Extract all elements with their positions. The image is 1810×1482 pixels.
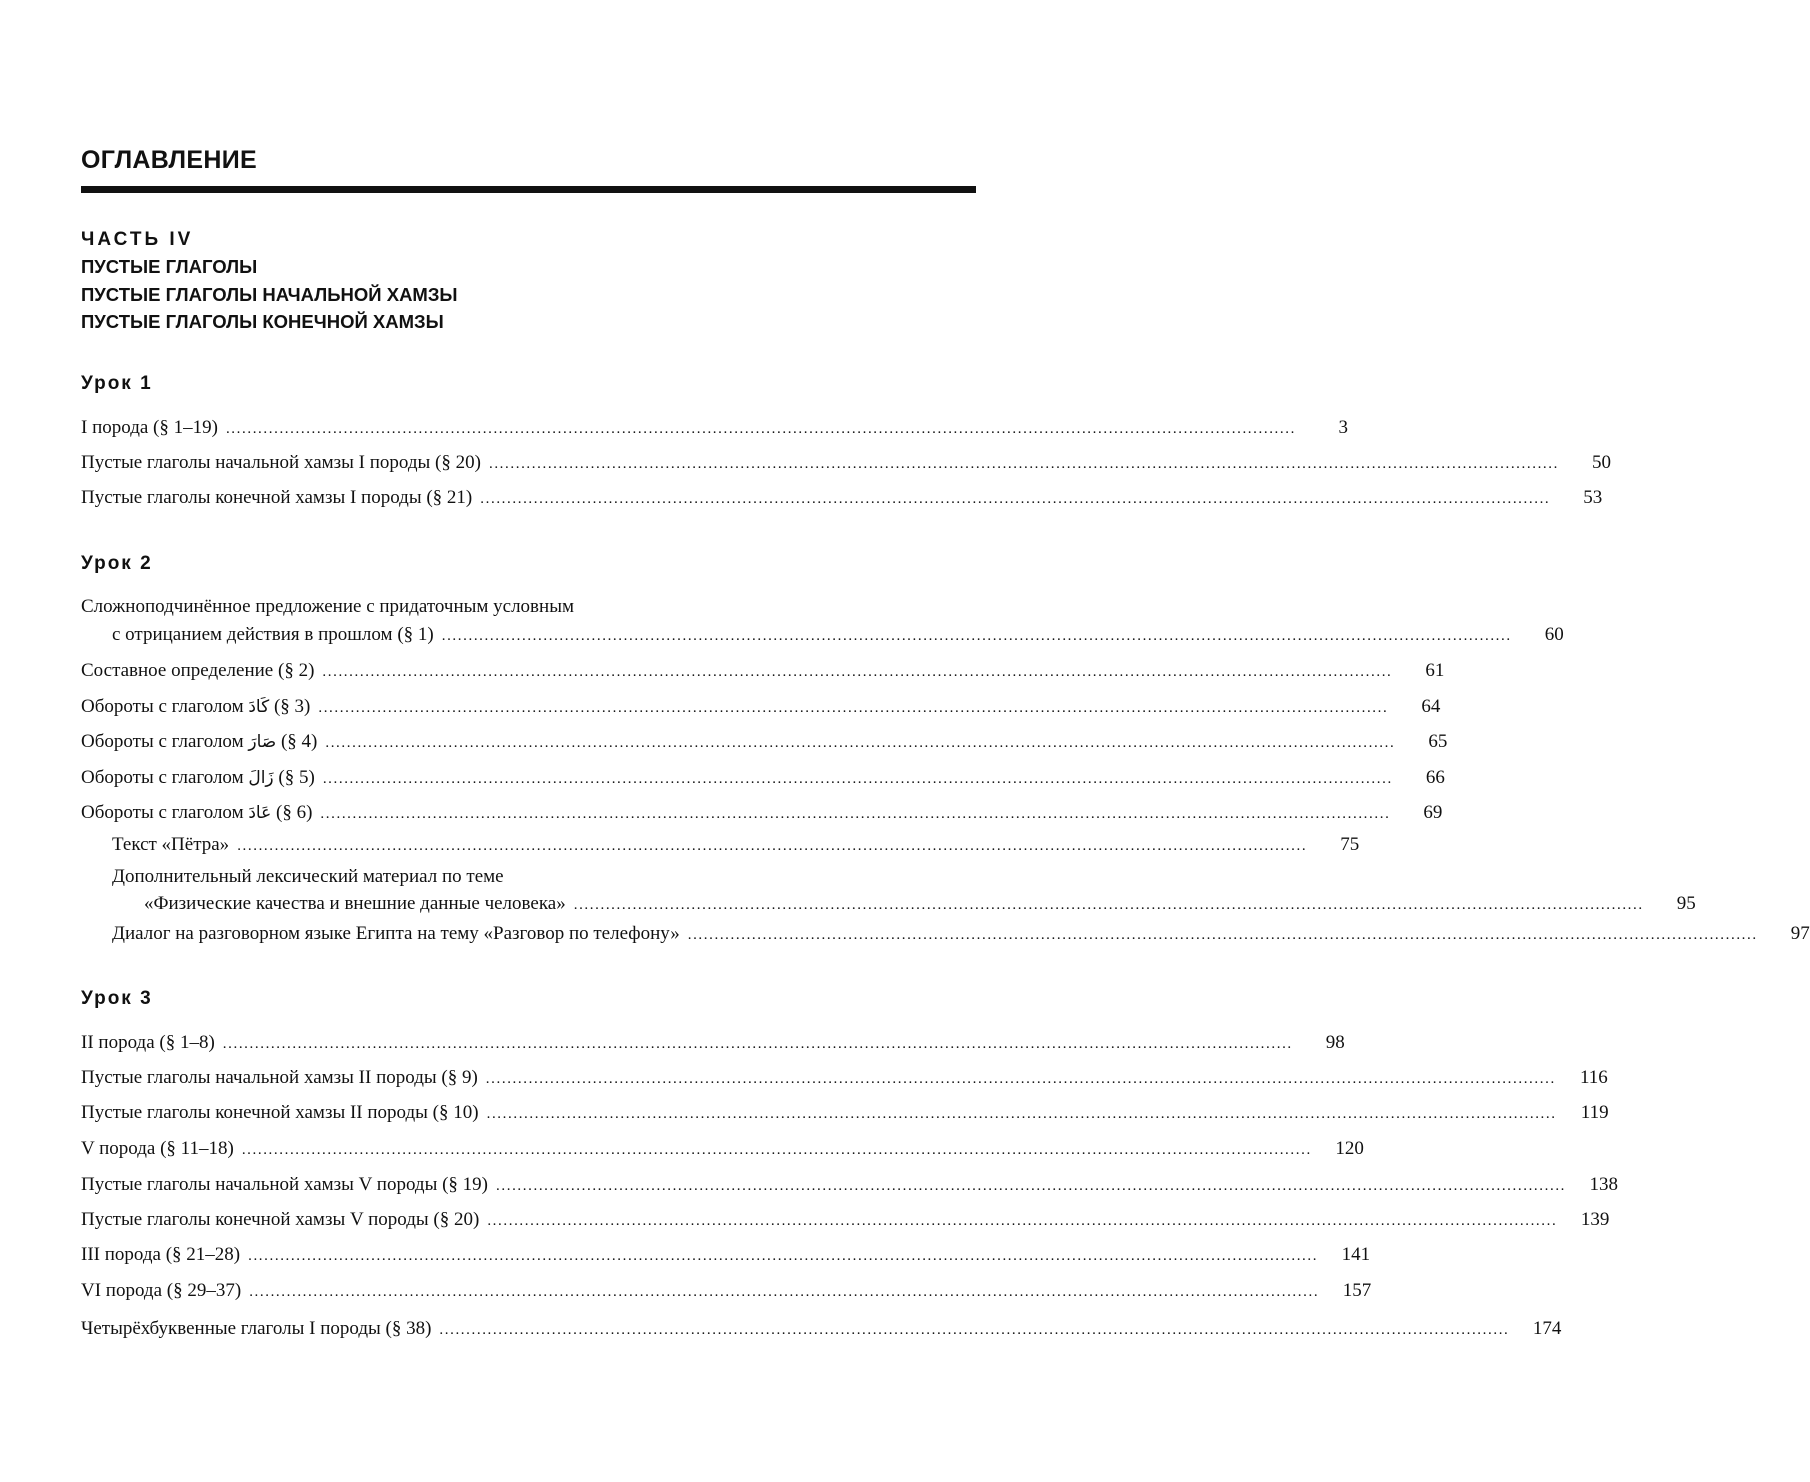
lesson-heading: Урок 1	[81, 373, 153, 394]
leader-dots: ........................................................................................................................................................................................................	[441, 628, 1512, 644]
page-number: 138	[1589, 1174, 1619, 1195]
page-number: 65	[1428, 731, 1448, 752]
page-number: 64	[1421, 696, 1441, 717]
entry-title: Пустые глаголы начальной хамзы I породы (§ 20)	[81, 452, 481, 473]
entry-title: Составное определение (§ 2)	[81, 660, 315, 681]
toc-entry[interactable]	[81, 1138, 1364, 1161]
leader-dots: ........................................................................................................................................................................................................	[322, 771, 1393, 787]
entry-title: II порода (§ 1–8)	[81, 1032, 215, 1053]
entry-title-line: Сложноподчинённое предложение с придаточным условным	[81, 596, 574, 617]
page-number: 61	[1425, 660, 1445, 681]
leader-dots: ........................................................................................................................................................................................................	[496, 1178, 1567, 1194]
page-number: 75	[1340, 834, 1360, 855]
leader-dots: ........................................................................................................................................................................................................	[249, 1284, 1320, 1300]
page-number: 120	[1335, 1138, 1364, 1159]
entry-title: V порода (§ 11–18)	[81, 1138, 234, 1159]
page-number: 139	[1580, 1209, 1610, 1230]
page-number: 69	[1423, 802, 1443, 823]
entry-title: I порода (§ 1–19)	[81, 417, 218, 438]
leader-dots: ........................................................................................................................................................................................................	[439, 1322, 1510, 1338]
leader-dots: ........................................................................................................................................................................................................	[573, 897, 1644, 913]
leader-dots: ........................................................................................................................................................................................................	[322, 664, 1393, 680]
toc-entry[interactable]	[81, 1318, 1562, 1341]
part-header	[81, 226, 458, 336]
leader-dots: ........................................................................................................................................................................................................	[237, 838, 1308, 854]
page-number: 119	[1580, 1102, 1609, 1123]
toc-entry[interactable]	[81, 731, 1448, 754]
part-label: ЧАСТЬ IV	[81, 229, 194, 250]
entry-title: III порода (§ 21–28)	[81, 1244, 241, 1265]
page-number: 53	[1583, 487, 1603, 508]
leader-dots: ........................................................................................................................................................................................................	[318, 700, 1389, 716]
toc-entry[interactable]	[81, 417, 1348, 440]
page-number: 95	[1676, 893, 1696, 914]
entry-title: Диалог на разговорном языке Египта на тему «Разговор по телефону»	[112, 923, 680, 944]
toc-entry[interactable]	[81, 834, 1360, 857]
toc-entry[interactable]	[81, 767, 1445, 790]
page-number: 66	[1425, 767, 1445, 788]
page-number: 174	[1532, 1318, 1562, 1339]
toc-entry[interactable]	[81, 802, 1443, 825]
toc-entry[interactable]	[81, 596, 1564, 647]
entry-title: Обороты с глаголом عَادَ (§ 6)	[81, 802, 313, 823]
leader-dots: ........................................................................................................................................................................................................	[486, 1106, 1557, 1122]
entry-title: Текст «Пётра»	[112, 834, 230, 855]
page-number: 157	[1342, 1280, 1372, 1301]
leader-dots: ........................................................................................................................................................................................................	[687, 927, 1758, 943]
lesson-heading: Урок 3	[81, 988, 153, 1009]
toc-entry[interactable]	[81, 452, 1611, 475]
leader-dots: ........................................................................................................................................................................................................	[225, 421, 1296, 437]
toc-entry[interactable]	[81, 866, 1696, 916]
arabic-verb: كَادَ	[248, 697, 270, 717]
lesson-heading: Урок 2	[81, 553, 153, 574]
entry-title: «Физические качества и внешние данные человека»	[144, 893, 566, 914]
entry-title: Обороты с глаголом صَارَ (§ 4)	[81, 731, 318, 752]
leader-dots: ........................................................................................................................................................................................................	[222, 1036, 1293, 1052]
entry-title: VI порода (§ 29–37)	[81, 1280, 242, 1301]
page-number: 3	[1338, 417, 1348, 438]
toc-entry[interactable]	[81, 1244, 1371, 1267]
leader-dots: ........................................................................................................................................................................................................	[241, 1142, 1312, 1158]
leader-dots: ........................................................................................................................................................................................................	[325, 735, 1396, 751]
toc-entry[interactable]	[81, 696, 1441, 719]
part-subtitle: ПУСТЫЕ ГЛАГОЛЫ КОНЕЧНОЙ ХАМЗЫ	[81, 311, 444, 332]
arabic-verb: زَالَ	[248, 768, 274, 788]
entry-title: Пустые глаголы конечной хамзы II породы (§ 10)	[81, 1102, 479, 1123]
part-subtitle: ПУСТЫЕ ГЛАГОЛЫ	[81, 256, 258, 277]
leader-dots: ........................................................................................................................................................................................................	[485, 1071, 1556, 1087]
leader-dots: ........................................................................................................................................................................................................	[488, 456, 1559, 472]
entry-title: Четырёхбуквенные глаголы I породы (§ 38)	[81, 1318, 432, 1339]
toc-entry[interactable]	[81, 1209, 1610, 1232]
entry-title: Обороты с глаголом زَالَ (§ 5)	[81, 767, 315, 788]
page-number: 60	[1544, 624, 1564, 645]
leader-dots: ........................................................................................................................................................................................................	[480, 491, 1551, 507]
entry-title: Пустые глаголы конечной хамзы V породы (§ 20)	[81, 1209, 480, 1230]
toc-entry[interactable]	[81, 1032, 1345, 1055]
entry-title: Пустые глаголы начальной хамзы II породы (§ 9)	[81, 1067, 478, 1088]
toc-entry[interactable]	[81, 923, 1810, 946]
part-subtitle: ПУСТЫЕ ГЛАГОЛЫ НАЧАЛЬНОЙ ХАМЗЫ	[81, 283, 458, 305]
arabic-verb: عَادَ	[248, 803, 272, 823]
toc-entry[interactable]	[81, 1280, 1372, 1303]
page-number: 97	[1790, 923, 1810, 944]
entry-title-line: Дополнительный лексический материал по теме	[112, 866, 504, 887]
leader-dots: ........................................................................................................................................................................................................	[248, 1248, 1319, 1264]
page-number: 98	[1325, 1032, 1345, 1053]
leader-dots: ........................................................................................................................................................................................................	[487, 1213, 1558, 1229]
entry-title: Пустые глаголы начальной хамзы V породы (§ 19)	[81, 1174, 489, 1195]
entry-title: с отрицанием действия в прошлом (§ 1)	[112, 624, 434, 645]
toc-entry[interactable]	[81, 1102, 1609, 1125]
page-number: 141	[1341, 1244, 1371, 1265]
page-number: 116	[1580, 1067, 1608, 1088]
page-title: ОГЛАВЛЕНИЕ	[81, 146, 257, 174]
page-number: 50	[1591, 452, 1611, 473]
toc-entry[interactable]	[81, 1174, 1619, 1197]
arabic-verb: صَارَ	[248, 732, 277, 752]
title-divider	[81, 186, 976, 193]
leader-dots: ........................................................................................................................................................................................................	[320, 806, 1391, 822]
toc-entry[interactable]	[81, 1067, 1608, 1090]
toc-entry[interactable]	[81, 660, 1445, 683]
toc-entry[interactable]	[81, 487, 1603, 510]
entry-title: Пустые глаголы конечной хамзы I породы (§ 21)	[81, 487, 473, 508]
entry-title: Обороты с глаголом كَادَ (§ 3)	[81, 696, 311, 717]
